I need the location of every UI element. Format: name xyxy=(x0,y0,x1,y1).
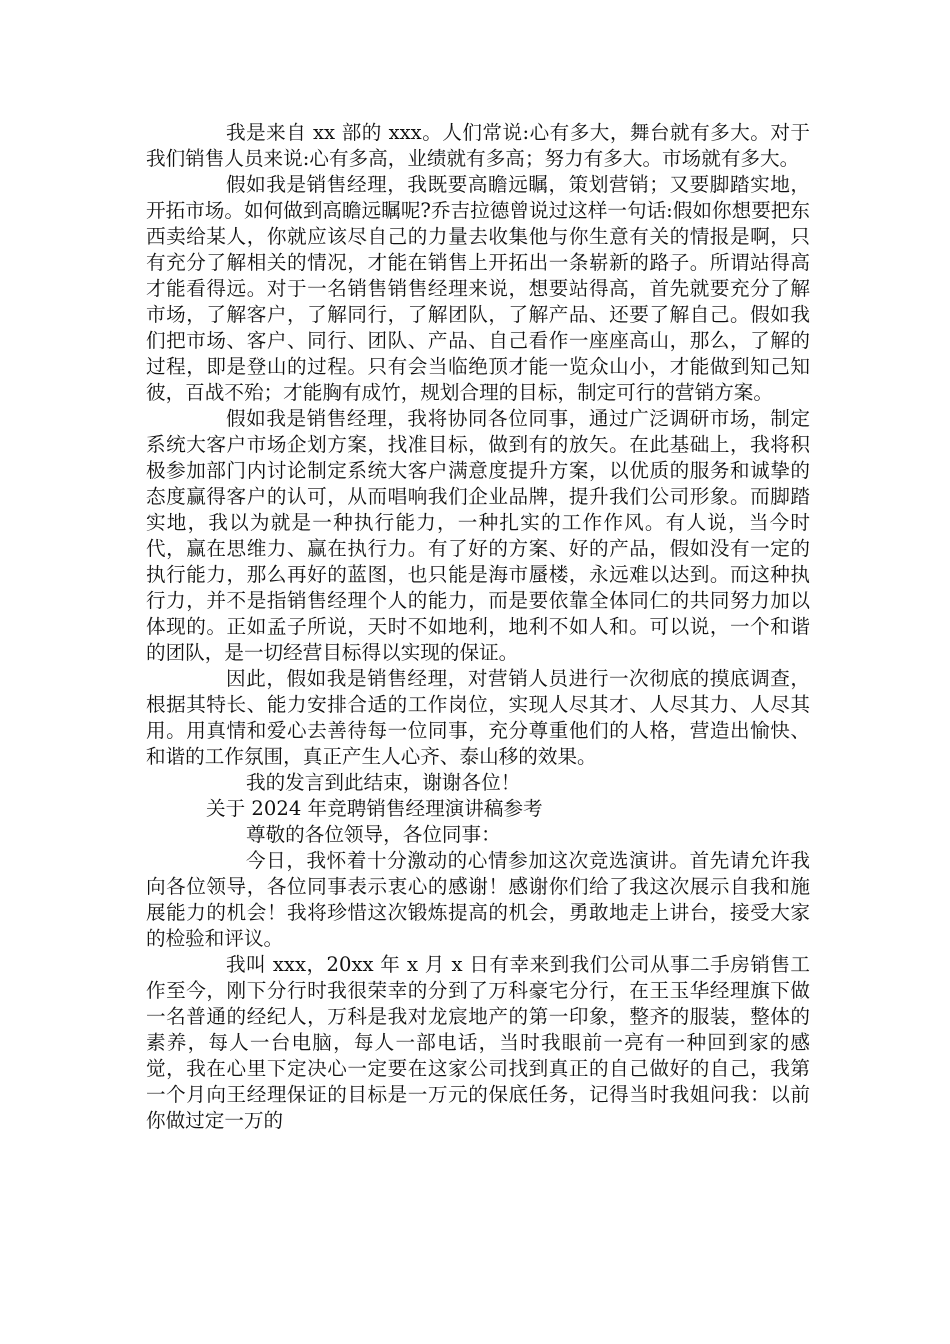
salutation: 尊敬的各位领导，各位同事： xyxy=(246,823,501,846)
paragraph-vision: 假如我是销售经理，我既要高瞻远瞩，策划营销；又要脚踏实地，开拓市场。如何做到高瞻远瞩呢?乔吉拉德曾说过这样一句话:假如你想要把东西卖给某人，你就应该尽自己的力量去收集他与你生意有关的情报是啊，只有充分了解相关的情况，才能在销售上开拓出一条崭新的路子。所谓站得高才能看得远。对于一名销售销售经理来说，想要站得高，首先就要充分了解市场，了解客户，了解同行，了解团队，了解产品、还要了解自己。假如我们把市场、客户、同行、团队、产品、自己看作一座座高山，那么，了解的过程，即是登山的过程。只有会当临绝顶才能一览众山小，才能做到知己知彼，百战不殆；才能胸有成竹，规划合理的目标，制定可行的营销方案。 xyxy=(146,173,810,404)
paragraph-team: 因此，假如我是销售经理，对营销人员进行一次彻底的摸底调查，根据其特长、能力安排合适的工作岗位，实现人尽其才、人尽其力、人尽其用。用真情和爱心去善待每一位同事，充分尊重他们的人格，营造出愉快、和谐的工作氛围，真正产生人心齐、泰山移的效果。 xyxy=(146,667,810,768)
document-body xyxy=(146,120,810,1134)
paragraph-closing: 我的发言到此结束，谢谢各位！ xyxy=(246,771,521,794)
paragraph-execution: 假如我是销售经理，我将协同各位同事，通过广泛调研市场，制定系统大客户市场企划方案，找准目标，做到有的放矢。在此基础上，我将积极参加部门内讨论制定系统大客户满意度提升方案，以优质的服务和诚挚的态度赢得客户的认可，从而唱响我们企业品牌，提升我们公司形象。而脚踏实地，我以为就是一种执行能力，一种扎实的工作作风。有人说，当今时代，赢在思维力、赢在执行力。有了好的方案、好的产品，假如没有一定的执行能力，那么再好的蓝图，也只能是海市蜃楼，永远难以达到。而这种执行力，并不是指销售经理个人的能力，而是要依靠全体同仁的共同努力加以体现的。正如孟子所说，天时不如地利，地利不如人和。可以说，一个和谐的团队，是一切经营目标得以实现的保证。 xyxy=(146,407,810,664)
paragraph-opening: 今日，我怀着十分激动的心情参加这次竞选演讲。首先请允许我向各位领导，各位同事表示衷心的感谢！感谢你们给了我这次展示自我和施展能力的机会！我将珍惜这次锻炼提高的机会，勇敢地走上讲台，接受大家的检验和评议。 xyxy=(146,849,810,950)
section-heading: 关于 2024 年竞聘销售经理演讲稿参考 xyxy=(206,797,543,820)
paragraph-background: 我叫 xxx，20xx 年 x 月 x 日有幸来到我们公司从事二手房销售工作至今，刚下分行时我很荣幸的分到了万科豪宅分行，在王玉华经理旗下做一名普通的经纪人，万科是我对龙宸地产的第一印象，整齐的服装，整体的素养，每人一台电脑，每人一部电话，当时我眼前一亮有一种回到家的感觉，我在心里下定决心一定要在这家公司找到真正的自己做好的自己，我第一个月向王经理保证的目标是一万元的保底任务，记得当时我姐问我：以前你做过定一万的 xyxy=(146,953,810,1132)
paragraph-intro: 我是来自 xx 部的 xxx。人们常说:心有多大，舞台就有多大。对于我们销售人员来说:心有多高，业绩就有多高；努力有多大。市场就有多大。 xyxy=(146,121,810,170)
